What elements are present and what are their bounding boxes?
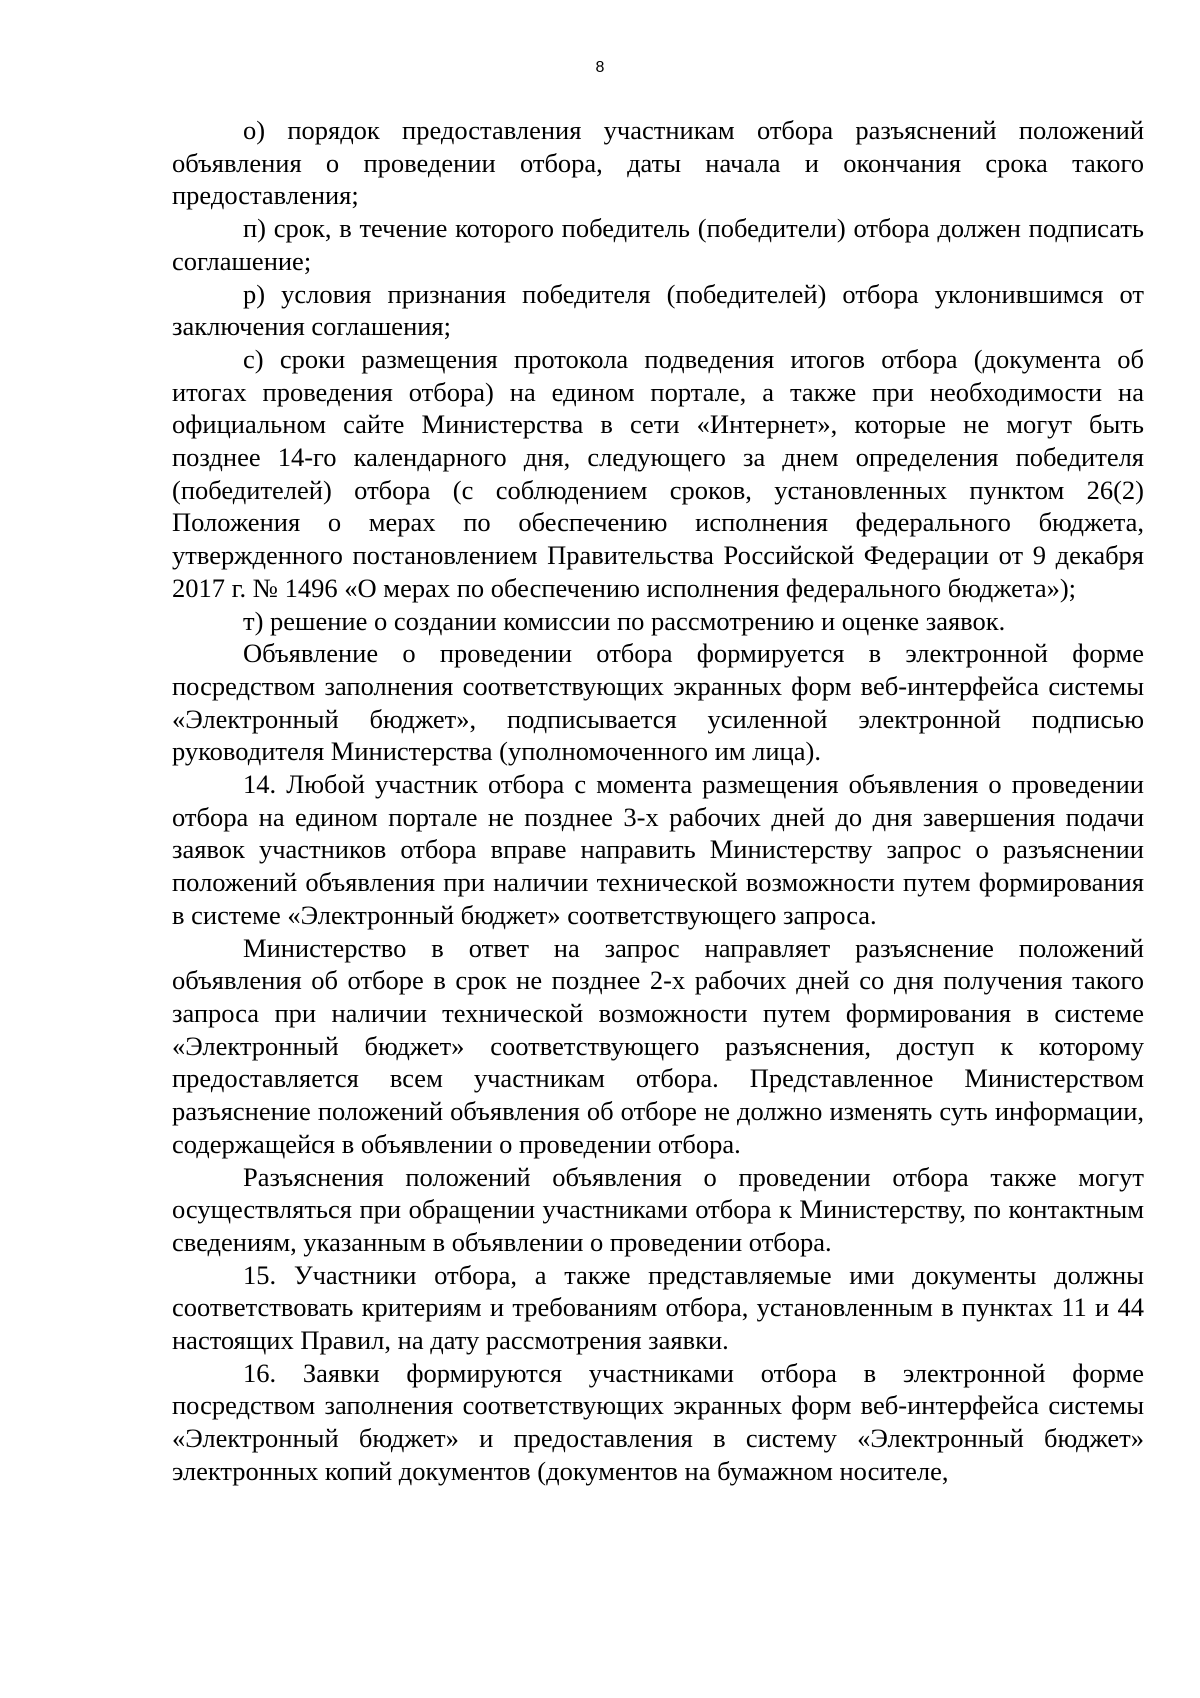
paragraph-clause-15: 15. Участники отбора, а также представляемые ими документы должны соответствовать критериям и требованиям отбора, установленным в пунктах 11 и 44 настоящих Правил, на дату рассмотрения заявки. [172,1259,1144,1356]
paragraph-announcement-form: Объявление о проведении отбора формируется в электронной форме посредством заполнения соответствующих экранных форм веб-интерфейса системы «Электронный бюджет», подписывается усиленной электронной подписью руководителя Министерства (уполномоченного им лица). [172,638,1144,767]
paragraph-item-r: р) условия признания победителя (победителей) отбора уклонившимся от заключения соглашения; [172,278,1144,342]
paragraph-item-s: с) сроки размещения протокола подведения итогов отбора (документа об итогах проведения отбора) на едином портале, а также при необходимости на официальном сайте Министерства в сети «Интернет», которые не могут быть позднее 14-го календарного дня, следующего за днем определения победителя (победителей) отбора (с соблюдением сроков, установленных пунктом 26(2) Положения о мерах по обеспечению исполнения федерального бюджета, утвержденного постановлением Правительства Российской Федерации от 9 декабря 2017 г. № 1496 «О мерах по обеспечению исполнения федерального бюджета»); [172,343,1144,603]
paragraph-clarifications: Разъяснения положений объявления о проведении отбора также могут осуществляться при обращении участниками отбора к Министерству, по контактным сведениям, указанным в объявлении о проведении отбора. [172,1161,1144,1257]
paragraph-ministry-response: Министерство в ответ на запрос направляет разъяснение положений объявления об отборе в срок не позднее 2-х рабочих дней со дня получения такого запроса при наличии технической возможности путем формирования в системе «Электронный бюджет» соответствующего разъяснения, доступ к которому предоставляется всем участникам отбора. Представленное Министерством разъяснение положений объявления об отборе не должно изменять суть информации, содержащейся в объявлении о проведении отбора. [172,932,1144,1159]
paragraph-item-t: т) решение о создании комиссии по рассмотрению и оценке заявок. [243,605,1006,636]
paragraph-clause-14: 14. Любой участник отбора с момента размещения объявления о проведении отбора на едином портале не позднее 3-х рабочих дней до дня завершения подачи заявок участников отбора вправе направить Министерству запрос о разъяснении положений объявления при наличии технической возможности путем формирования в системе «Электронный бюджет» соответствующего запроса. [172,769,1144,930]
paragraph-item-o: о) порядок предоставления участникам отбора разъяснений положений объявления о проведении отбора, даты начала и окончания срока такого предоставления; [172,115,1144,211]
document-body [172,114,1144,1488]
paragraph-item-p: п) срок, в течение которого победитель (победители) отбора должен подписать соглашение; [172,213,1144,276]
page-number: 8 [595,59,605,76]
paragraph-clause-16: 16. Заявки формируются участниками отбора в электронной форме посредством заполнения соответствующих экранных форм веб-интерфейса системы «Электронный бюджет» и предоставления в систему «Электронный бюджет» электронных копий документов (документов на бумажном носителе, [172,1357,1144,1486]
